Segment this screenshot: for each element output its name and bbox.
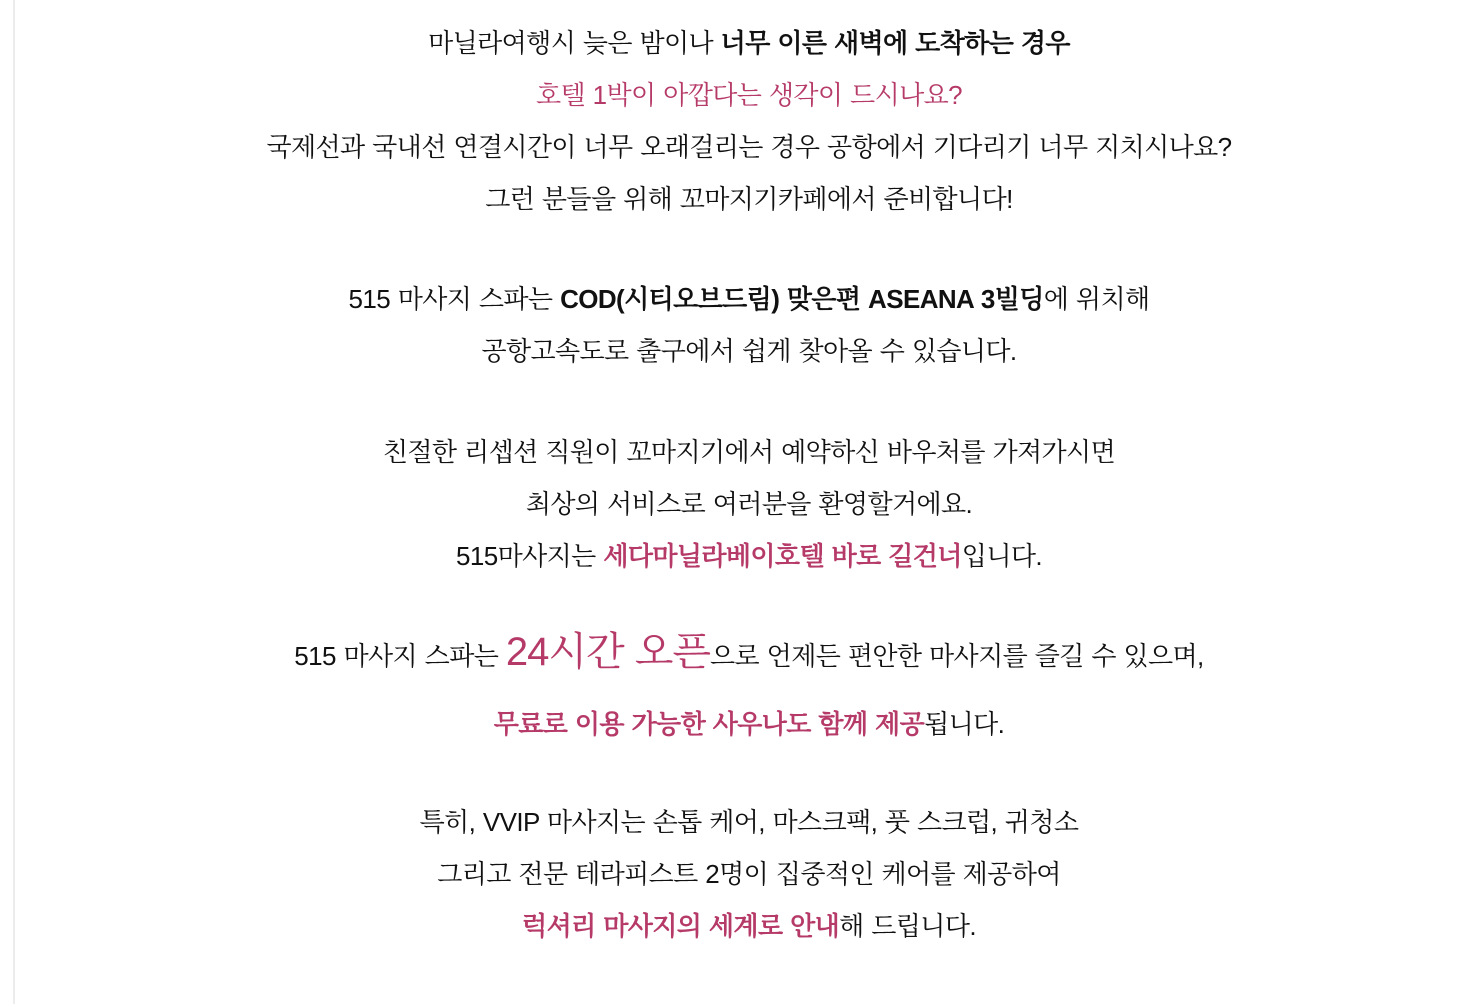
text-run: 특히, VVIP 마사지는 손톱 케어, 마스크팩, 풋 스크럽, 귀청소 [419,807,1079,837]
text-line [17,610,1464,698]
open-hours-paragraph [17,610,1464,750]
text-run: 입니다. [961,541,1042,571]
text-line [17,796,1464,848]
location-paragraph [17,273,1464,377]
text-line [17,530,1464,582]
text-run: 515 마사지 스파는 [348,284,561,314]
intro-paragraph [17,17,1464,225]
text-line [17,478,1464,530]
text-line [17,17,1464,69]
promo-text-block [17,17,1464,952]
vvip-paragraph [17,796,1464,952]
text-run: 으로 언제든 편안한 마사지를 즐길 수 있으며, [710,641,1204,671]
text-run: 그런 분들을 위해 꼬마지기카페에서 준비합니다! [485,184,1013,214]
text-run: 그리고 전문 테라피스트 2명이 집중적인 케어를 제공하여 [437,859,1061,889]
text-run: 해 드립니다. [839,911,976,941]
text-run: 마닐라여행시 늦은 밤이나 [428,28,721,58]
text-line [17,848,1464,900]
text-line [17,121,1464,173]
text-line [17,325,1464,377]
text-line [17,698,1464,750]
text-run-bold: 너무 이른 새벽에 도착하는 경우 [720,28,1070,58]
text-run: 됩니다. [924,709,1005,739]
reception-paragraph [17,426,1464,582]
page-left-border [13,0,15,1004]
text-run-pink-bold: 무료로 이용 가능한 사우나도 함께 제공 [493,709,925,739]
text-line [17,426,1464,478]
text-run: 친절한 리셉션 직원이 꼬마지기에서 예약하신 바우처를 가져가시면 [382,437,1116,467]
text-run-pink-bold: 럭셔리 마사지의 세계로 안내 [522,911,840,941]
text-line [17,273,1464,325]
text-line [17,900,1464,952]
text-run: 515 마사지 스파는 [294,641,506,671]
text-run-pink-large: 24시간 오픈 [505,630,711,674]
text-line [17,173,1464,225]
text-run-pink-bold: 세다마닐라베이호텔 바로 길건너 [603,541,962,571]
text-run: 공항고속도로 출구에서 쉽게 찾아올 수 있습니다. [481,336,1017,366]
text-run: 에 위치해 [1043,284,1150,314]
text-run-pink: 호텔 1박이 아깝다는 생각이 드시나요? [536,80,962,110]
text-run: 최상의 서비스로 여러분을 환영할거에요. [525,489,973,519]
text-run: 515마사지는 [456,541,604,571]
text-run: 국제선과 국내선 연결시간이 너무 오래걸리는 경우 공항에서 기다리기 너무 지치시나요? [266,132,1232,162]
text-line [17,69,1464,121]
text-run-bold: COD(시티오브드림) 맞은편 ASEANA 3빌딩 [560,284,1044,314]
